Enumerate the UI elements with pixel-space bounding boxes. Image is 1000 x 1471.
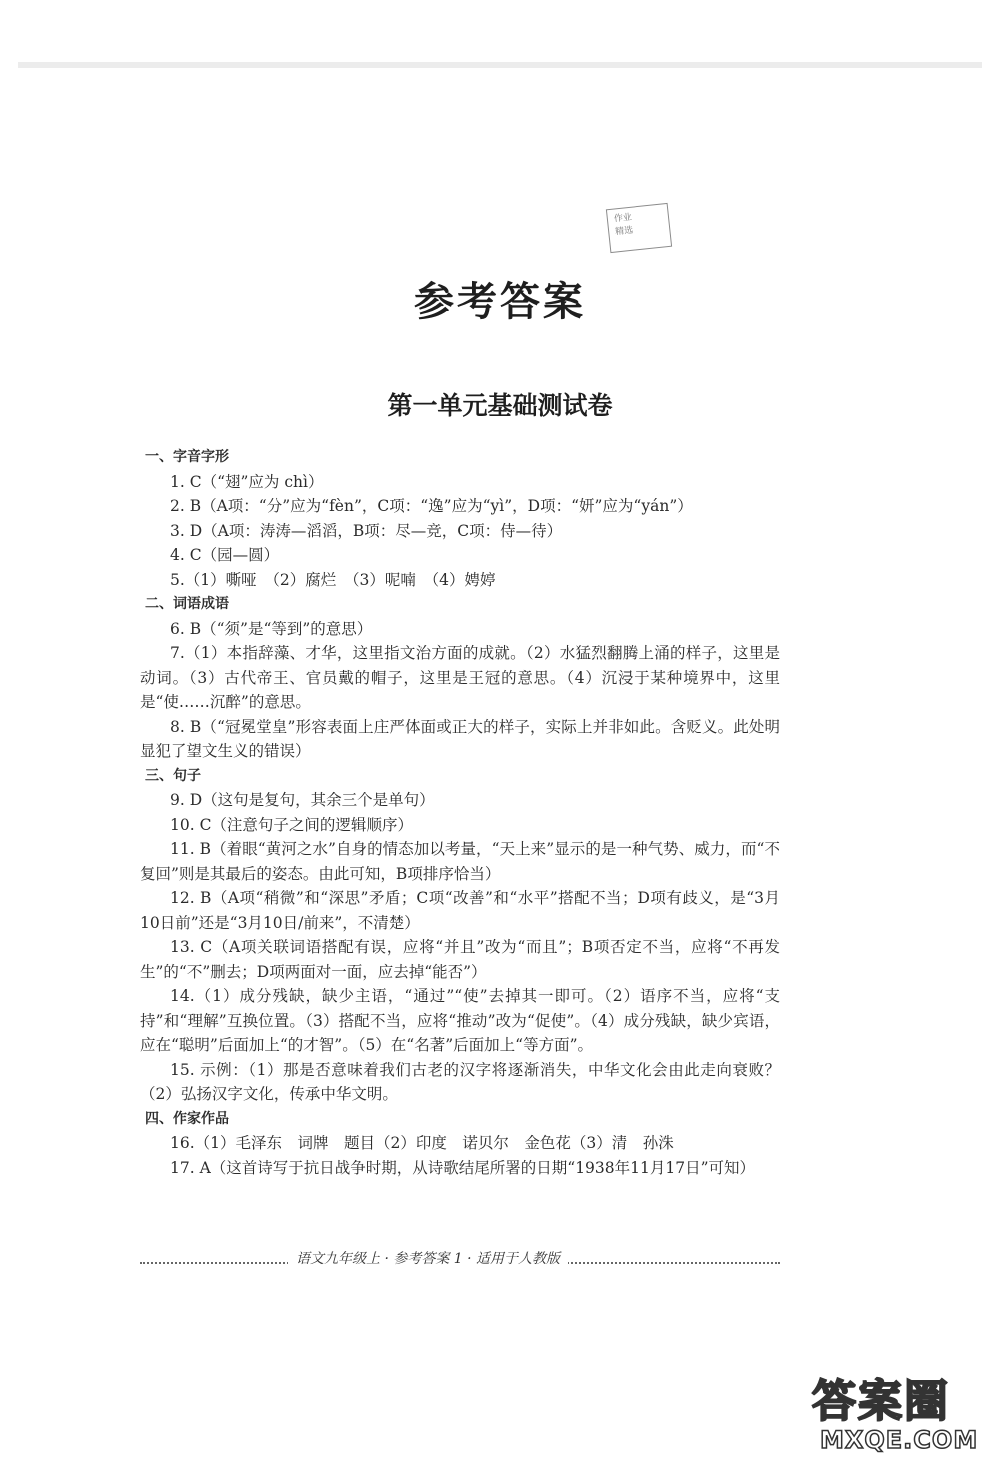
section-title: 第一单元基础测试卷 <box>387 391 613 420</box>
section-heading: 四、作家作品 <box>145 1110 229 1127</box>
answer-item: 15. 示例：（1）那是否意味着我们古老的汉字将逐渐消失，中华文化会由此走向衰败？（2）弘扬汉字文化，传承中华文明。 <box>140 1060 780 1103</box>
page-footer: 语文九年级上 · 参考答案 1 · 适用于人教版 <box>288 1248 568 1268</box>
watermark-url: MXQE.COM <box>820 1426 979 1454</box>
stamp-line: 精选 <box>614 225 634 238</box>
answer-item: 13. C（A项关联词语搭配有误，应将“并且”改为“而且”；B项否定不当，应将“不再发生”的“不”删去；D项两面对一面，应去掉“能否”） <box>140 938 780 981</box>
watermark-logo <box>812 1378 984 1462</box>
section-heading: 三、句子 <box>145 767 201 784</box>
answer-item: 3. D（A项：涛涛—滔滔，B项：尽—竞，C项：侍—待） <box>170 521 563 540</box>
stamp-mark <box>606 203 672 253</box>
watermark-text: 答案圈 <box>812 1376 950 1427</box>
answer-item: 2. B（A项：“分”应为“fèn”，C项：“逸”应为“yì”，D项：“妍”应为“yán”） <box>170 497 693 515</box>
section-heading: 一、字音字形 <box>145 449 229 465</box>
answer-item: 14.（1）成分残缺，缺少主语，“通过”“使”去掉其一即可。（2）语序不当，应将“支持”和“理解”互换位置。（3）搭配不当，应将“推动”改为“促使”。（4）成分残缺，缺少宾语，应在“聪明”后面加上“的才智”。（5）在“名著”后面加上“等方面”。 <box>140 987 780 1054</box>
answer-list <box>140 445 780 1180</box>
page-title: 参考答案 <box>414 279 586 325</box>
answer-item: 1. C（“翅”应为 chì） <box>170 472 324 491</box>
answer-item: 9. D（这句是复句，其余三个是单句） <box>170 791 435 809</box>
answer-item: 11. B（着眼“黄河之水”自身的情态加以考量，“天上来”显示的是一种气势、威力，而“不复回”则是其最后的姿态。由此可知，B项排序恰当） <box>140 840 780 883</box>
answer-item: 4. C（园—圆） <box>170 546 280 564</box>
page-top-band <box>18 62 982 68</box>
answer-item: 12. B（A项“稍微”和“深思”矛盾；C项“改善”和“水平”搭配不当；D项有歧义，是“3月10日前”还是“3月10日/前来”，不清楚） <box>140 889 780 932</box>
answer-item: 10. C（注意句子之间的逻辑顺序） <box>170 815 413 834</box>
answer-item: 16.（1）毛泽东 词牌 题目（2）印度 诺贝尔 金色花（3）清 孙洙 <box>170 1134 674 1152</box>
answer-item: 5.（1）嘶哑 （2）腐烂 （3）呢喃 （4）娉婷 <box>170 570 496 589</box>
answer-item: 8. B（“冠冕堂皇”形容表面上庄严体面或正大的样子，实际上并非如此。含贬义。此处明显犯了望文生义的错误） <box>140 717 780 760</box>
section-heading: 二、词语成语 <box>145 596 229 612</box>
answer-item: 6. B（“须”是“等到”的意思） <box>170 619 373 638</box>
answer-item: 17. A（这首诗写于抗日战争时期，从诗歌结尾所署的日期“1938年11月17日”可知） <box>170 1158 756 1177</box>
stamp-line: 作业 <box>613 212 633 225</box>
answer-item: 7.（1）本指辞藻、才华，这里指文治方面的成就。（2）水猛烈翻腾上涌的样子，这里是动词。（3）古代帝王、官员戴的帽子，这里是王冠的意思。（4）沉浸于某种境界中，这里是“使……沉醉”的意思。 <box>140 644 780 711</box>
